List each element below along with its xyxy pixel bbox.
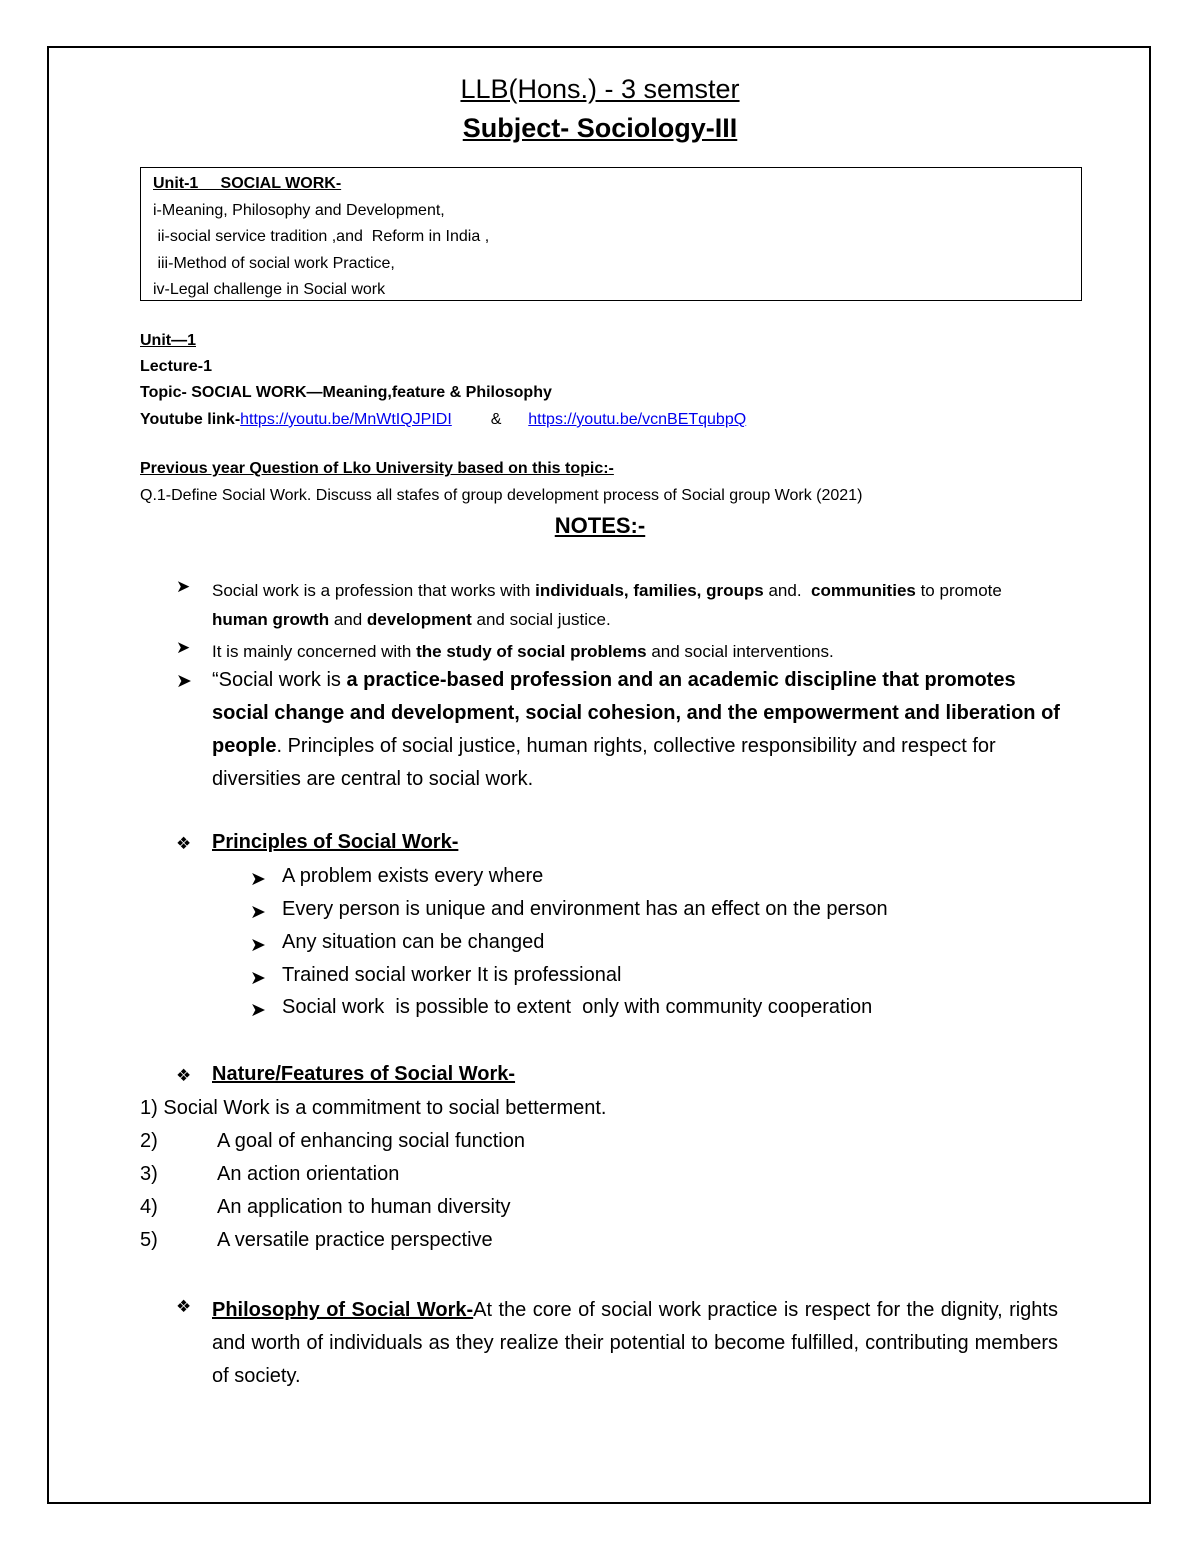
principle-item: A problem exists every where <box>282 865 544 887</box>
lecture-label: Lecture-1 <box>140 358 213 375</box>
feature-item <box>140 1196 511 1219</box>
principle-item: Trained social worker It is professional <box>282 964 622 986</box>
syllabus-box <box>140 167 1082 301</box>
feature-item <box>140 1163 399 1186</box>
arrow-bullet-icon: ➤ <box>250 869 266 890</box>
text-run-bold: a practice-based profession and an academic discipline that promotes social change and development, social cohesion, and the empowerment and liberation of people <box>212 669 1060 757</box>
subject-title: Subject- Sociology-III <box>462 113 738 143</box>
feature-number: 5) <box>140 1229 158 1251</box>
course-title: LLB(Hons.) - 3 semster <box>460 74 740 104</box>
principle-item: Every person is unique and environment has an effect on the person <box>282 898 888 920</box>
youtube-label: Youtube link- <box>140 411 241 428</box>
philosophy-text: At the core of social work practice is respect for the dignity, rights and worth of individuals as they realize their potential to become fulfilled, contributing members of society. <box>212 1299 1058 1387</box>
feature-text: A versatile practice perspective <box>217 1229 493 1251</box>
text-run: to promote <box>915 581 1002 600</box>
syllabus-item: iv-Legal challenge in Social work <box>153 281 386 298</box>
notes-heading: NOTES:- <box>554 513 646 538</box>
text-run: “Social work is <box>212 669 347 691</box>
text-run: and social interventions. <box>646 642 834 661</box>
diamond-bullet-icon: ❖ <box>176 1297 192 1316</box>
arrow-bullet-icon: ➤ <box>176 638 191 657</box>
principle-item: Social work is possible to extent only with community cooperation <box>282 996 873 1018</box>
diamond-bullet-icon: ❖ <box>176 834 192 853</box>
arrow-bullet-icon: ➤ <box>250 1000 266 1021</box>
text-run-bold: the study of social problems <box>416 642 647 661</box>
notes-bullet-3 <box>212 664 1068 796</box>
philosophy-paragraph <box>212 1294 1058 1393</box>
feature-number: 1) <box>140 1097 158 1119</box>
text-run: It is mainly concerned with <box>212 642 417 661</box>
youtube-link-1[interactable]: https://youtu.be/MnWtIQJPIDI <box>240 411 452 428</box>
feature-number: 4) <box>140 1196 158 1218</box>
syllabus-item: iii-Method of social work Practice, <box>153 254 395 272</box>
philosophy-heading: Philosophy of Social Work- <box>212 1299 474 1321</box>
principle-item: Any situation can be changed <box>282 931 545 953</box>
principles-heading: Principles of Social Work- <box>212 831 459 853</box>
previous-year-heading: Previous year Question of Lko University based on this topic:- <box>140 460 614 477</box>
text-run-bold: human growth <box>212 610 330 629</box>
text-run: . Principles of social justice, human rights, collective responsibility and respect for diversities are central to social work. <box>212 735 996 790</box>
link-separator: & <box>490 411 502 428</box>
youtube-link-2[interactable]: https://youtu.be/vcnBETqubpQ <box>528 411 747 428</box>
text-run: Social work is a profession that works with <box>212 581 536 600</box>
features-heading: Nature/Features of Social Work- <box>212 1063 516 1085</box>
syllabus-item: i-Meaning, Philosophy and Development, <box>153 201 445 219</box>
arrow-bullet-icon: ➤ <box>176 577 191 596</box>
topic-label: Topic- SOCIAL WORK—Meaning,feature & Philosophy <box>140 384 552 401</box>
feature-number: 3) <box>140 1163 158 1185</box>
feature-item <box>140 1097 606 1120</box>
text-run-bold: communities <box>811 581 916 600</box>
notes-bullet-1 <box>212 576 1062 634</box>
syllabus-title: Unit-1 SOCIAL WORK- <box>153 175 342 192</box>
text-run: and. <box>763 581 811 600</box>
feature-text: Social Work is a commitment to social betterment. <box>157 1097 607 1119</box>
feature-number: 2) <box>140 1130 158 1152</box>
arrow-bullet-icon: ➤ <box>250 935 266 956</box>
feature-item <box>140 1229 493 1252</box>
text-run: and <box>329 610 367 629</box>
text-run: and social justice. <box>471 610 611 629</box>
arrow-bullet-icon: ➤ <box>250 968 266 989</box>
feature-text: An application to human diversity <box>217 1196 511 1218</box>
diamond-bullet-icon: ❖ <box>176 1066 192 1085</box>
text-run-bold: development <box>366 610 472 629</box>
feature-text: An action orientation <box>217 1163 400 1185</box>
arrow-bullet-icon: ➤ <box>250 902 266 923</box>
feature-item <box>140 1130 525 1153</box>
text-run-bold: individuals, families, groups <box>535 581 764 600</box>
unit-label: Unit—1 <box>140 332 196 349</box>
arrow-bullet-icon: ➤ <box>176 671 192 692</box>
syllabus-item: ii-social service tradition ,and Reform in India , <box>153 228 490 245</box>
notes-bullet-2 <box>212 637 1062 666</box>
feature-text: A goal of enhancing social function <box>217 1130 525 1152</box>
youtube-line <box>140 411 746 429</box>
previous-year-question: Q.1-Define Social Work. Discuss all stafes of group development process of Social group Work (2021) <box>140 487 863 504</box>
